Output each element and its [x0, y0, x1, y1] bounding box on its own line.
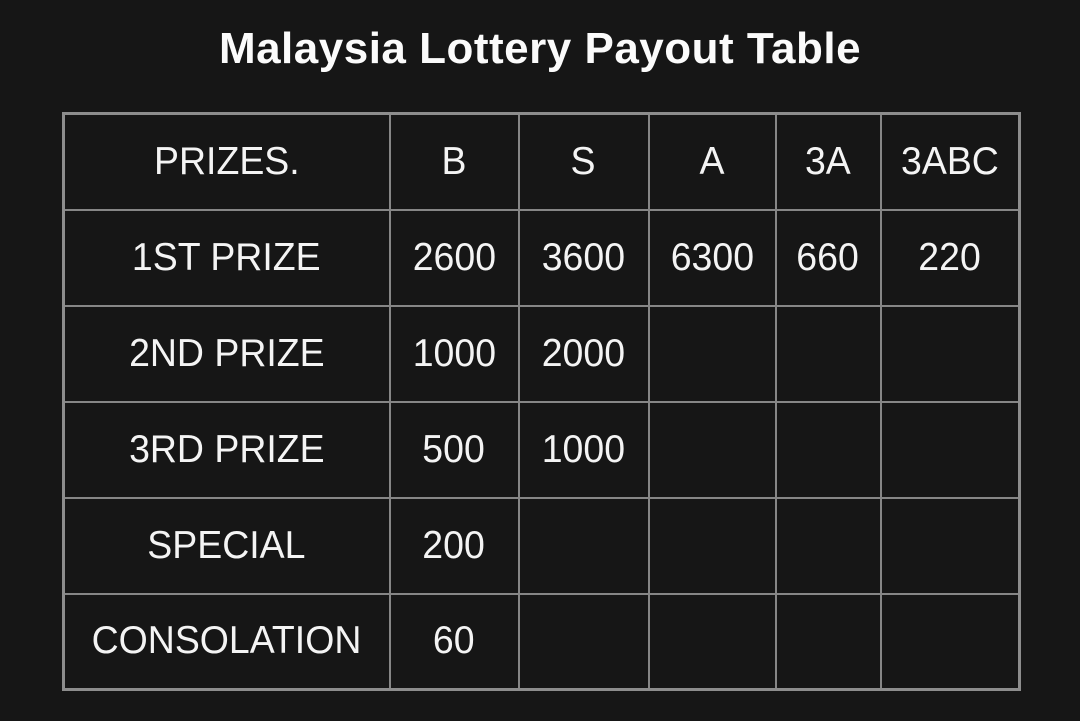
value-cell — [776, 594, 881, 690]
value-text: 3600 — [541, 235, 626, 279]
value-cell — [881, 594, 1020, 690]
header-cell-a — [649, 114, 776, 210]
header-label: 3ABC — [900, 139, 999, 183]
header-cell-3a — [776, 114, 881, 210]
value-cell — [519, 210, 649, 306]
value-cell — [881, 498, 1020, 594]
value-cell — [519, 402, 649, 498]
row-label-cell — [64, 594, 390, 690]
row-label: 2ND PRIZE — [128, 331, 325, 375]
row-label: SPECIAL — [147, 523, 306, 567]
value-text: 200 — [422, 523, 486, 567]
row-label-cell — [64, 402, 390, 498]
header-label: S — [571, 139, 596, 183]
value-cell — [519, 594, 649, 690]
value-cell — [649, 594, 776, 690]
value-cell — [649, 306, 776, 402]
value-text: 60 — [433, 619, 475, 663]
header-label: A — [699, 139, 725, 183]
header-cell-3abc — [881, 114, 1020, 210]
row-label-cell — [64, 498, 390, 594]
value-cell — [649, 498, 776, 594]
row-label-cell — [64, 210, 390, 306]
row-label: 3RD PRIZE — [128, 427, 325, 471]
value-cell — [390, 594, 519, 690]
value-cell — [776, 402, 881, 498]
value-cell — [776, 498, 881, 594]
value-text: 1000 — [412, 331, 496, 375]
value-cell — [390, 306, 519, 402]
row-label: CONSOLATION — [91, 619, 362, 663]
value-cell — [649, 402, 776, 498]
table-row-1st-prize — [64, 210, 1020, 306]
value-cell — [519, 306, 649, 402]
header-cell-prizes — [64, 114, 390, 210]
value-cell — [390, 210, 519, 306]
page-title: Malaysia Lottery Payout Table — [218, 24, 862, 73]
value-text: 2600 — [412, 235, 496, 279]
value-text: 2000 — [541, 331, 626, 375]
value-cell — [390, 402, 519, 498]
row-label: 1ST PRIZE — [132, 235, 322, 279]
value-cell — [390, 498, 519, 594]
table-row-2nd-prize — [64, 306, 1020, 402]
value-cell — [776, 210, 881, 306]
value-cell — [881, 306, 1020, 402]
row-label-cell — [64, 306, 390, 402]
value-cell — [881, 210, 1020, 306]
header-label: 3A — [805, 139, 851, 183]
value-cell — [881, 402, 1020, 498]
header-cell-b — [390, 114, 519, 210]
header-label: PRIZES. — [153, 139, 300, 183]
value-text: 1000 — [541, 427, 626, 471]
value-cell — [649, 210, 776, 306]
value-cell — [776, 306, 881, 402]
value-text: 500 — [422, 427, 486, 471]
value-text: 6300 — [670, 235, 754, 279]
header-label: B — [441, 139, 467, 183]
table-row-special — [64, 498, 1020, 594]
header-row — [64, 114, 1020, 210]
table-row-3rd-prize — [64, 402, 1020, 498]
header-cell-s — [519, 114, 649, 210]
value-text: 220 — [918, 235, 981, 279]
payout-table — [62, 112, 1021, 691]
value-cell — [519, 498, 649, 594]
value-text: 660 — [796, 235, 860, 279]
table-row-consolation — [64, 594, 1020, 690]
